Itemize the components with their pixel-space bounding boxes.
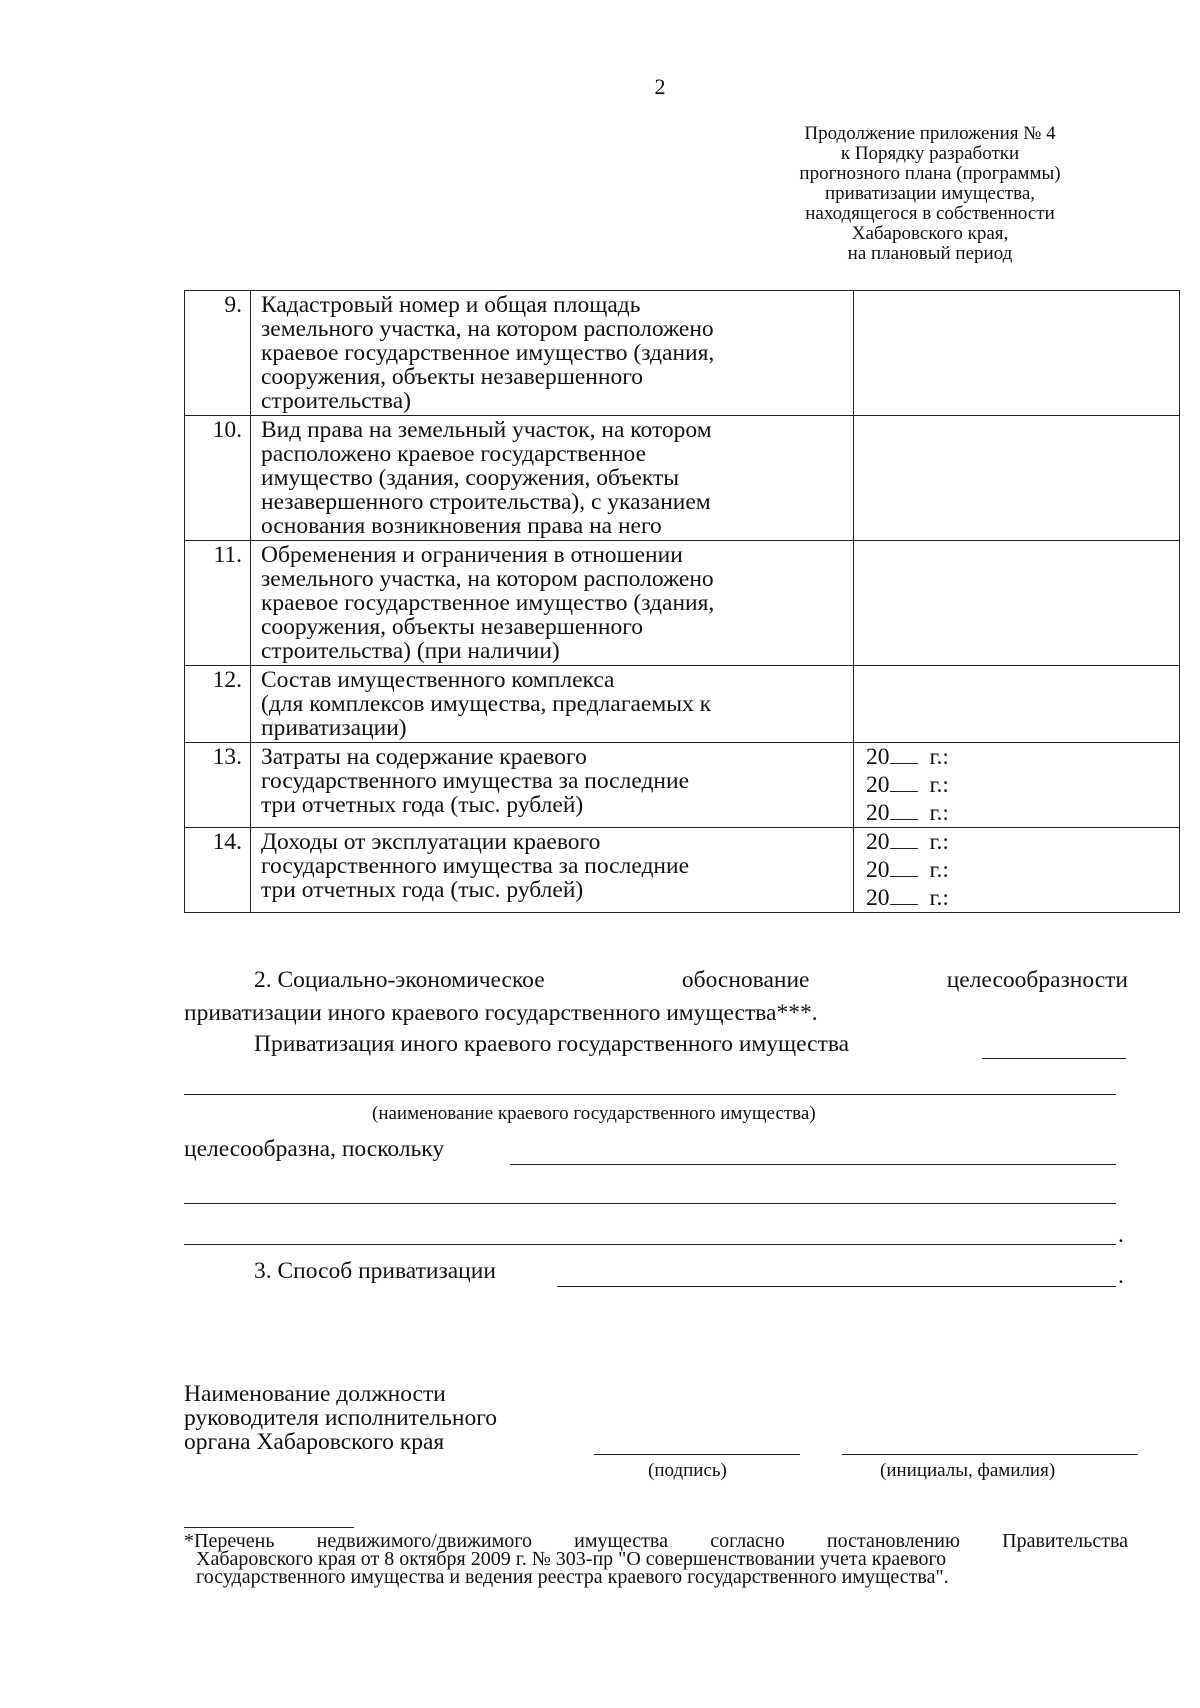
row-value-field[interactable] <box>854 416 1180 541</box>
row-value-field[interactable] <box>854 828 1180 913</box>
year-blank[interactable] <box>890 773 918 792</box>
year-entry[interactable] <box>866 884 1171 912</box>
section-2-word: 2. Социально-экономическое <box>254 967 545 993</box>
heading-line: Хабаровского края, <box>851 223 1009 244</box>
table-row <box>185 416 1180 541</box>
row-number: 10. <box>185 416 251 541</box>
year-entry[interactable] <box>866 828 1171 856</box>
table-row <box>185 291 1180 416</box>
description-line: три отчетных года (тыс. рублей) <box>261 792 584 818</box>
description-line: государственного имущества за последние <box>261 853 690 879</box>
description-line: Затраты на содержание краевого <box>261 744 587 770</box>
signature-caption: (подпись) <box>648 1460 727 1481</box>
title-line: Наименование должности <box>184 1381 446 1407</box>
row-value-field[interactable] <box>854 666 1180 743</box>
description-line: сооружения, объекты незавершенного <box>261 364 644 390</box>
row-description <box>251 416 854 541</box>
year-suffix: г.: <box>929 885 949 911</box>
reason-blank-2[interactable] <box>184 1203 1116 1204</box>
trailing-dot: . <box>1118 1222 1124 1248</box>
reason-label: целесообразна, поскольку <box>184 1136 445 1162</box>
name-caption: (инициалы, фамилия) <box>880 1460 1056 1481</box>
footnote-word: *Перечень <box>184 1530 275 1552</box>
row-number: 13. <box>185 743 251 828</box>
heading-line: находящегося в собственности <box>805 203 1055 224</box>
description-line: сооружения, объекты незавершенного <box>261 614 644 640</box>
table-body <box>185 291 1180 913</box>
row-number: 14. <box>185 828 251 913</box>
row-description <box>251 291 854 416</box>
year-suffix: г.: <box>929 772 949 798</box>
property-name-caption: (наименование краевого государственного имущества) <box>372 1103 816 1124</box>
appendix-heading <box>745 124 1115 264</box>
year-prefix: 20 <box>866 885 890 911</box>
year-prefix: 20 <box>866 744 890 770</box>
footnote <box>184 1532 1128 1586</box>
year-blank[interactable] <box>890 830 918 849</box>
description-line: приватизации) <box>261 715 407 741</box>
row-value-field[interactable] <box>854 743 1180 828</box>
section-3-label: 3. Способ приватизации <box>254 1258 496 1284</box>
row-number: 9. <box>185 291 251 416</box>
property-name-blank-2[interactable] <box>184 1094 1116 1095</box>
year-prefix: 20 <box>866 829 890 855</box>
name-blank[interactable] <box>842 1454 1138 1455</box>
signature-blank[interactable] <box>594 1454 800 1455</box>
description-line: Доходы от эксплуатации краевого <box>261 829 601 855</box>
description-line: строительства) <box>261 388 411 414</box>
row-description <box>251 828 854 913</box>
row-description <box>251 666 854 743</box>
description-line: Состав имущественного комплекса <box>261 667 615 693</box>
table-row <box>185 743 1180 828</box>
year-prefix: 20 <box>866 857 890 883</box>
section-2-paragraph <box>184 964 1128 1030</box>
reason-blank-1[interactable] <box>510 1164 1116 1165</box>
footnote-word: недвижимого/движимого <box>316 1530 532 1552</box>
description-line: строительства) (при наличии) <box>261 638 560 664</box>
section-2-word: целесообразности <box>946 967 1128 993</box>
year-entry[interactable] <box>866 743 1171 771</box>
year-entry[interactable] <box>866 799 1171 827</box>
year-prefix: 20 <box>866 772 890 798</box>
footnote-word: постановлению <box>826 1530 960 1552</box>
description-line: краевое государственное имущество (здания, <box>261 340 715 366</box>
description-line: Вид права на земельный участок, на котором <box>261 417 712 443</box>
year-entry[interactable] <box>866 771 1171 799</box>
heading-line: к Порядку разработки <box>840 143 1020 164</box>
description-line: имущество (здания, сооружения, объекты <box>261 465 680 491</box>
description-line: государственного имущества за последние <box>261 768 690 794</box>
description-line: краевое государственное имущество (здания, <box>261 590 715 616</box>
privatization-line: Приватизация иного краевого государственного имущества <box>254 1031 850 1057</box>
year-blank[interactable] <box>890 745 918 764</box>
year-suffix: г.: <box>929 857 949 883</box>
trailing-dot: . <box>1118 1263 1124 1289</box>
section-2-line-2: приватизации иного краевого государственного имущества***. <box>184 1000 818 1026</box>
year-suffix: г.: <box>929 744 949 770</box>
row-description <box>251 541 854 666</box>
heading-line: Продолжение приложения № 4 <box>804 123 1056 144</box>
year-blank[interactable] <box>890 801 918 820</box>
section-2-line-1 <box>184 964 1128 997</box>
property-info-table <box>184 290 1180 913</box>
footnote-word: согласно <box>710 1530 785 1552</box>
footnote-line: Хабаровского края от 8 октября 2009 г. № 303-пр "О совершенствовании учета краевого <box>196 1548 947 1570</box>
description-line: Кадастровый номер и общая площадь <box>261 292 641 318</box>
description-line: три отчетных года (тыс. рублей) <box>261 877 584 903</box>
footnote-separator <box>184 1527 354 1528</box>
row-value-field[interactable] <box>854 291 1180 416</box>
description-line: (для комплексов имущества, предлагаемых к <box>261 691 712 717</box>
section-2-word: обоснование <box>681 967 810 993</box>
heading-line: прогнозного плана (программы) <box>799 163 1061 184</box>
description-line: незавершенного строительства), с указанием <box>261 489 711 515</box>
page-number: 2 <box>654 74 666 99</box>
description-line: Обременения и ограничения в отношении <box>261 542 683 568</box>
description-line: основания возникновения права на него <box>261 513 662 539</box>
year-blank[interactable] <box>890 886 918 905</box>
title-line: органа Хабаровского края <box>184 1429 445 1455</box>
row-number: 12. <box>185 666 251 743</box>
footnote-word: имущества <box>574 1530 668 1552</box>
year-blank[interactable] <box>890 858 918 877</box>
footnote-word: Правительства <box>1002 1530 1128 1552</box>
year-suffix: г.: <box>929 829 949 855</box>
description-line: земельного участка, на котором расположено <box>261 566 714 592</box>
description-line: расположено краевое государственное <box>261 441 647 467</box>
official-title <box>184 1382 497 1454</box>
table-row <box>185 828 1180 913</box>
row-description <box>251 743 854 828</box>
description-line: земельного участка, на котором расположено <box>261 316 714 342</box>
privatization-method-blank[interactable] <box>557 1286 1116 1287</box>
table-row <box>185 666 1180 743</box>
heading-line: приватизации имущества, <box>824 183 1036 204</box>
property-name-blank[interactable] <box>982 1058 1126 1059</box>
year-suffix: г.: <box>929 800 949 826</box>
table-row <box>185 541 1180 666</box>
footnote-line: государственного имущества и ведения реестра краевого государственного имущества". <box>196 1566 949 1588</box>
row-value-field[interactable] <box>854 541 1180 666</box>
reason-blank-3[interactable] <box>184 1244 1116 1245</box>
heading-line: на плановый период <box>847 243 1013 264</box>
year-entry[interactable] <box>866 856 1171 884</box>
year-prefix: 20 <box>866 800 890 826</box>
title-line: руководителя исполнительного <box>184 1405 497 1431</box>
row-number: 11. <box>185 541 251 666</box>
